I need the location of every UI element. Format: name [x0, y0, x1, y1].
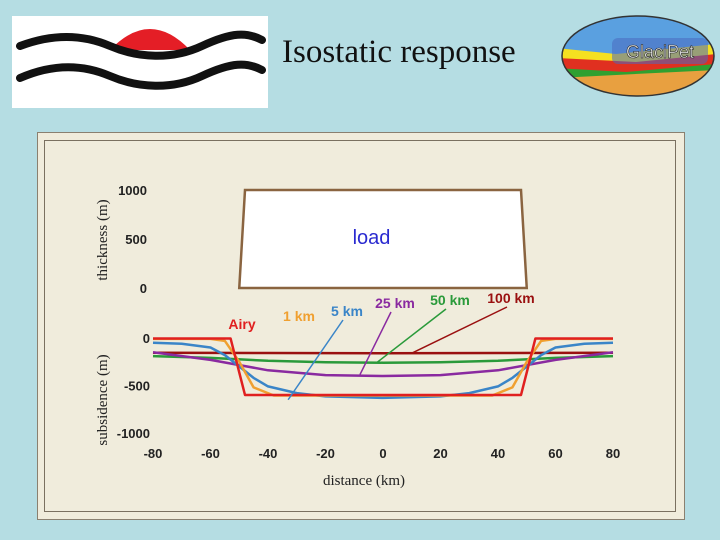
load-thickness-plot: [118, 183, 527, 296]
upper-y-tick-label: 1000: [118, 183, 147, 198]
x-tick-label: 80: [605, 446, 621, 461]
x-tick-label: 60: [548, 446, 563, 461]
x-tick-label: -20: [316, 446, 335, 461]
x-tick-label: -40: [258, 446, 278, 461]
lower-y-axis-title: subsidence (m): [95, 354, 111, 446]
legend-label: Airy: [228, 316, 256, 332]
x-tick-label: -60: [201, 446, 220, 461]
x-tick-label: 0: [379, 446, 387, 461]
x-tick-label: 40: [490, 446, 506, 461]
x-tick-label: -80: [143, 446, 163, 461]
upper-y-tick-label: 0: [139, 281, 147, 296]
series-line-25km: [153, 352, 613, 376]
legend-leader-line: [360, 312, 391, 375]
lower-y-tick-label: -1000: [116, 426, 150, 441]
legend-leader-line: [288, 320, 343, 400]
legend-label: 25 km: [375, 295, 415, 311]
x-tick-label: 20: [433, 446, 448, 461]
upper-y-tick-label: 500: [125, 232, 147, 247]
legend-leader-line: [412, 307, 507, 353]
legend-label: 5 km: [331, 303, 363, 319]
series-line-1km: [153, 339, 613, 396]
slide-title: Isostatic response: [282, 34, 516, 70]
x-axis-title: distance (km): [322, 473, 406, 489]
lower-y-tick-label: 0: [142, 331, 150, 346]
load-annotation: load: [352, 227, 391, 249]
series-line-airy: [153, 339, 613, 396]
lower-y-tick-label: -500: [123, 378, 150, 394]
logo-text: GlaciPet: [625, 42, 695, 62]
subsidence-plot: [117, 290, 620, 461]
legend-label: 100 km: [487, 290, 535, 306]
upper-y-axis-title: thickness (m): [95, 199, 111, 281]
legend-label: 1 km: [283, 308, 315, 324]
legend-label: 50 km: [430, 292, 470, 308]
series-line-5km: [153, 343, 613, 398]
